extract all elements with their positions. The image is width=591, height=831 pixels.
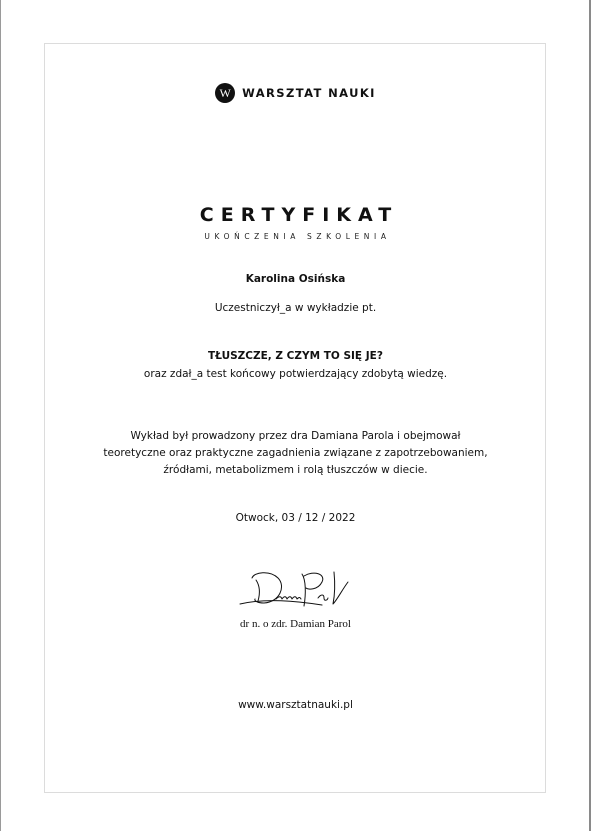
handwritten-signature (236, 568, 354, 610)
description-line: Wykład był prowadzony przez dra Damiana Parola i obejmował (130, 430, 461, 442)
certificate-frame (44, 43, 546, 793)
lecture-title: TŁUSZCZE, Z CZYM TO SIĘ JE? (208, 350, 383, 362)
website-url: www.warsztatnauki.pl (238, 699, 353, 711)
certificate-subtitle: UKOŃCZENIA SZKOLENIA (204, 232, 391, 241)
signer-name: dr n. o zdr. Damian Parol (240, 618, 351, 630)
certificate-title: CERTYFIKAT (199, 204, 399, 226)
description-line: teoretyczne oraz praktyczne zagadnienia związane z zapotrzebowaniem, (103, 447, 488, 459)
lecture-description (0, 428, 591, 479)
circle-w-logo-icon: W (215, 83, 235, 103)
recipient-name: Karolina Osińska (245, 273, 346, 285)
brand-logo (0, 83, 591, 103)
participation-text: Uczestniczył_a w wykładzie pt. (214, 302, 377, 314)
description-line: źródłami, metabolizmem i rolą tłuszczów w diecie. (163, 464, 428, 476)
brand-name: WARSZTAT NAUKI (242, 86, 376, 100)
issue-date: Otwock, 03 / 12 / 2022 (235, 512, 356, 524)
test-completion-text: oraz zdał_a test końcowy potwierdzający zdobytą wiedzę. (143, 368, 448, 380)
